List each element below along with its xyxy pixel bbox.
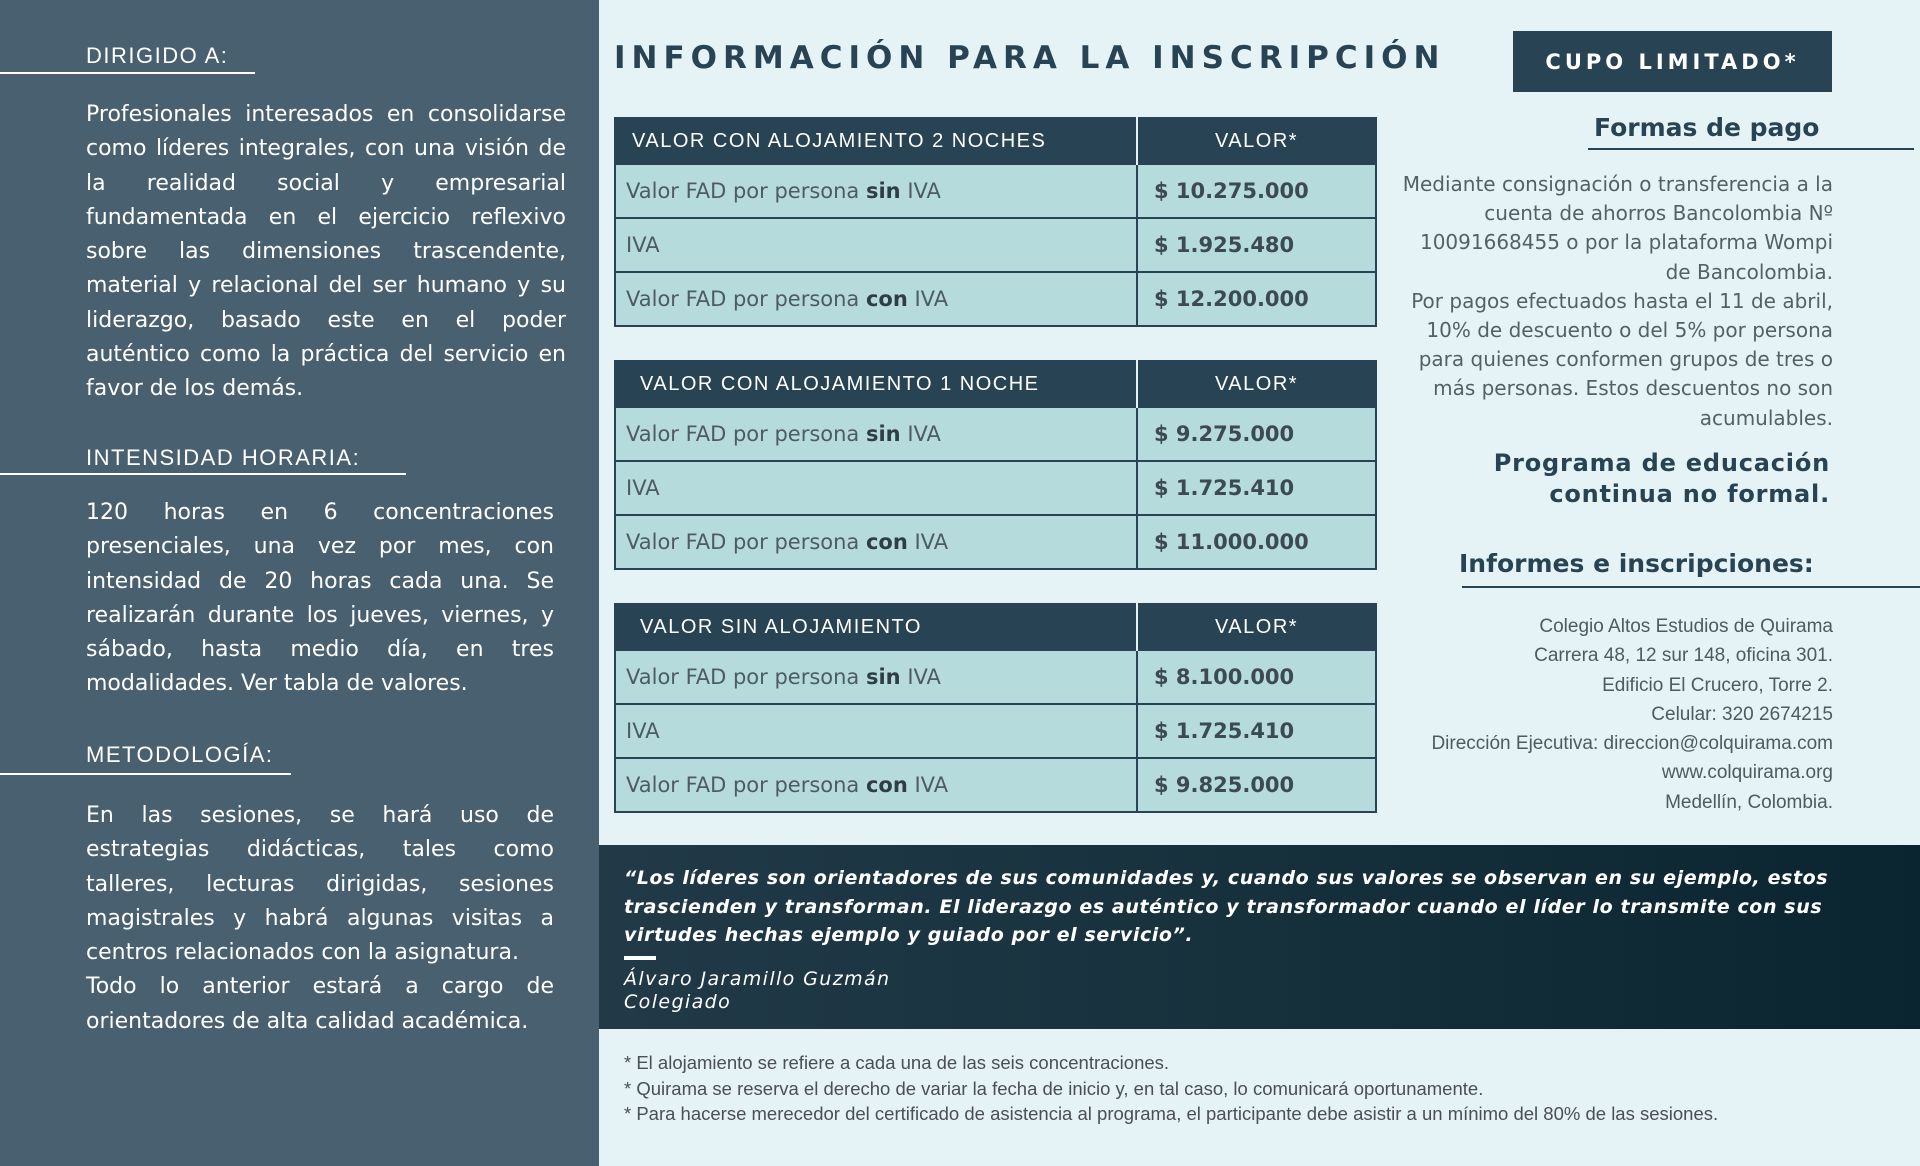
quote-text: “Los líderes son orientadores de sus comunidades y, cuando sus valores se observan en su ejemplo, estos trascienden y transforman. El liderazgo es auténtico y transformador cuando el líder lo transmite con sus virtudes hechas ejemplo y guiado por el servicio”. <box>624 867 1829 946</box>
informes-heading: Informes e inscripciones: <box>1459 549 1814 578</box>
intensidad-rule <box>0 473 406 475</box>
price-table-1-noche <box>614 360 1377 570</box>
pago-paragraph-2: Por pagos efectuados hasta el 11 de abril, 10% de descuento o del 5% por persona para quienes conformen grupos de tres o más personas. Estos descuentos no son acumulables. <box>1411 288 1833 430</box>
table-row <box>615 650 1376 704</box>
table-row <box>615 461 1376 515</box>
contact-line-city: Medellín, Colombia. <box>1665 791 1833 813</box>
row-label: Valor FAD por persona con IVA <box>615 515 1137 569</box>
row-label: IVA <box>615 704 1137 758</box>
sidebar-panel <box>0 0 599 1166</box>
metodologia-rule <box>0 773 291 775</box>
row-label: Valor FAD por persona sin IVA <box>615 164 1137 218</box>
table-row <box>615 218 1376 272</box>
table-header-label: VALOR SIN ALOJAMIENTO <box>615 604 1137 650</box>
quote-author: Álvaro Jaramillo Guzmán <box>624 968 891 990</box>
contact-line-address: Carrera 48, 12 sur 148, oficina 301. <box>1534 645 1833 667</box>
table-header-value: VALOR* <box>1137 361 1376 407</box>
table-header-value: VALOR* <box>1137 118 1376 164</box>
row-label: Valor FAD por persona con IVA <box>615 758 1137 812</box>
row-value: $ 8.100.000 <box>1137 650 1376 704</box>
table-row <box>615 272 1376 326</box>
row-label: IVA <box>615 461 1137 515</box>
contact-line-email: Dirección Ejecutiva: direccion@colquirama.com <box>1431 733 1833 755</box>
table-row <box>615 758 1376 812</box>
programa-note <box>1430 448 1830 510</box>
row-label: Valor FAD por persona sin IVA <box>615 650 1137 704</box>
forma-pago-text <box>1395 170 1833 433</box>
contact-block <box>1380 612 1833 817</box>
quote-divider <box>624 956 656 960</box>
row-value: $ 1.925.480 <box>1137 218 1376 272</box>
contact-line-phone: Celular: 320 2674215 <box>1651 703 1833 725</box>
table-header-value: VALOR* <box>1137 604 1376 650</box>
row-value: $ 9.275.000 <box>1137 407 1376 461</box>
metodologia-heading: METODOLOGÍA: <box>86 742 274 767</box>
footnotes <box>624 1050 1904 1127</box>
row-value: $ 10.275.000 <box>1137 164 1376 218</box>
row-value: $ 11.000.000 <box>1137 515 1376 569</box>
contact-line-institution: Colegio Altos Estudios de Quirama <box>1539 616 1833 637</box>
row-value: $ 9.825.000 <box>1137 758 1376 812</box>
intensidad-text: 120 horas en 6 concentraciones presenciales, una vez por mes, con intensidad de 20 horas cada una. Se realizarán durante los jueves, viernes, y sábado, hasta medio día, en tres modalidades. Ver tabla de valores. <box>86 500 554 697</box>
row-label: Valor FAD por persona sin IVA <box>615 407 1137 461</box>
table-header-label: VALOR CON ALOJAMIENTO 2 NOCHES <box>615 118 1137 164</box>
quote-banner <box>599 845 1920 1029</box>
formas-pago-rule <box>1588 148 1914 150</box>
table-row <box>615 407 1376 461</box>
dirigido-text: Profesionales interesados en consolidarse como líderes integrales, con una visión de la realidad social y empresarial fundamentada en el ejercicio reflexivo sobre las dimensiones trascendente, material y relacional del ser humano y su liderazgo, basado este en el poder auténtico como la práctica del servicio en favor de los demás. <box>86 102 566 402</box>
dirigido-rule <box>0 72 255 74</box>
cupo-limitado-badge: CUPO LIMITADO* <box>1513 31 1832 92</box>
pago-paragraph-1: Mediante consignación o transferencia a la cuenta de ahorros Bancolombia Nº 10091668455 o por la plataforma Wompi de Bancolombia. <box>1402 172 1833 284</box>
price-table-2-noches <box>614 117 1377 327</box>
metodologia-text-2: Todo lo anterior estará a cargo de orientadores de alta calidad académica. <box>86 974 554 1034</box>
quote-author-role: Colegiado <box>624 991 732 1013</box>
programa-line-2: continua no formal. <box>1549 480 1830 508</box>
row-value: $ 12.200.000 <box>1137 272 1376 326</box>
contact-line-building: Edificio El Crucero, Torre 2. <box>1602 674 1833 696</box>
footnote-2: * Quirama se reserva el derecho de variar la fecha de inicio y, en tal caso, lo comunicará oportunamente. <box>624 1077 1484 1099</box>
table-row <box>615 164 1376 218</box>
metodologia-text-1: En las sesiones, se hará uso de estrategias didácticas, tales como talleres, lecturas dirigidas, sesiones magistrales y habrá algunas visitas a centros relacionados con la asignatura. <box>86 803 554 966</box>
quote-attribution <box>624 968 890 1014</box>
table-row <box>615 704 1376 758</box>
footnote-1: * El alojamiento se refiere a cada una de las seis concentraciones. <box>624 1052 1170 1073</box>
informes-rule <box>1462 586 1920 588</box>
row-value: $ 1.725.410 <box>1137 461 1376 515</box>
price-table-sin-alojamiento <box>614 603 1377 813</box>
row-label: Valor FAD por persona con IVA <box>615 272 1137 326</box>
programa-line-1: Programa de educación <box>1493 449 1830 477</box>
dirigido-heading: DIRIGIDO A: <box>86 43 229 68</box>
page-title: INFORMACIÓN PARA LA INSCRIPCIÓN <box>614 40 1446 76</box>
row-value: $ 1.725.410 <box>1137 704 1376 758</box>
formas-pago-heading: Formas de pago <box>1594 113 1820 142</box>
table-row <box>615 515 1376 569</box>
metodologia-text <box>86 799 554 1039</box>
intensidad-heading: INTENSIDAD HORARIA: <box>86 445 361 470</box>
table-header-label: VALOR CON ALOJAMIENTO 1 NOCHE <box>615 361 1137 407</box>
footnote-3: * Para hacerse merecedor del certificado de asistencia al programa, el participante debe asistir a un mínimo del 80% de las sesiones. <box>624 1103 1719 1124</box>
contact-line-website: www.colquirama.org <box>1661 762 1833 784</box>
row-label: IVA <box>615 218 1137 272</box>
